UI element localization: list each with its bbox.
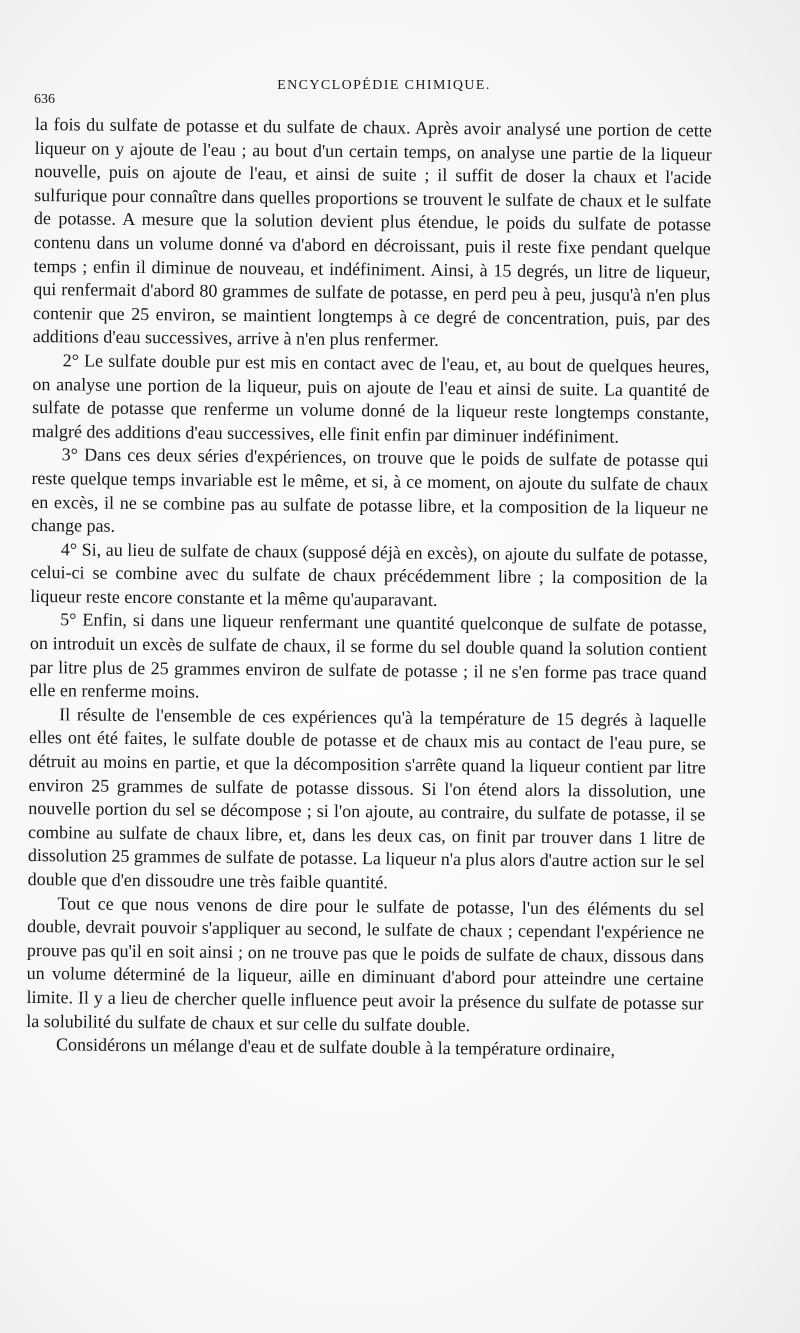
paragraph-conclusion: Il résulte de l'ensemble de ces expériences qu'à la température de 15 degrés à laquelle elles ont été faites, le sulfate double de potasse et de chaux mis au contact de l'eau pure, se détruit au moins en partie, et que la décomposition s'arrête quand la liqueur contient par litre environ 25 grammes de sulfate de potasse dissous. Si l'on étend alors la dissolution, une nouvelle portion du sel se décompose ; si l'on ajoute, au contraire, du sulfate de potasse, il se combine au sulfate de chaux libre, et, dans les deux cas, on finit par trouver dans 1 litre de dissolution 25 grammes de sulfate de potasse. La liqueur n'a plus alors d'autre action sur le sel double que d'en dissoudre une très faible quantité. (27, 704, 707, 893)
page-number: 636 (34, 92, 55, 107)
paragraph-final-line: Considérons un mélange d'eau et de sulfate double à la température ordinaire, (55, 1034, 616, 1060)
paragraph-second-element: Tout ce que nous venons de dire pour le sulfate de potasse, l'un des éléments du sel double, devrait pouvoir s'appliquer au second, le sulfate de chaux ; cependant l'expérience ne prouve pas qu'il en soit ainsi ; on ne trouve pas que le poids de sulfate de chaux, dissous dans un volume déterminé de la liqueur, aille en diminuant d'abord pour atteindre une certaine limite. Il y a lieu de chercher quelle influence peut avoir la présence du sulfate de potasse sur la solubilité du sulfate de chaux et sur celle du sulfate double. (26, 892, 705, 1035)
paragraph-continuation: la fois du sulfate de potasse et du sulfate de chaux. Après avoir analysé une portion de cette liqueur on y ajoute de l'eau ; au bout d'un certain temps, on analyse une partie de la liqueur nouvelle, puis on ajoute de l'eau, et ainsi de suite ; il suffit de doser la chaux et l'acide sulfurique pour connaître dans quelles proportions se trouvent le sulfate de chaux et le sulfate de potasse. A mesure que la solution devient plus étendue, le poids du sulfate de potasse contenu dans un volume donné va d'abord en décroissant, puis il reste fixe pendant quelque temps ; enfin il diminue de nouveau, et indéfiniment. Ainsi, à 15 degrés, un litre de liqueur, qui renfermait d'abord 80 grammes de sulfate de potasse, en perd peu à peu, jusqu'à n'en plus contenir que 25 environ, se maintient longtemps à ce degré de concentration, puis, par des additions d'eau successives, arrive à n'en plus renfermer. (32, 113, 712, 351)
paragraph-point-4: 4° Si, au lieu de sulfate de chaux (supposé déjà en excès), on ajoute du sulfate de potasse, celui-ci se combine avec du sulfate de chaux précédemment libre ; la composition de la liqueur reste encore constante et la même qu'auparavant. (30, 538, 708, 610)
body-text (26, 113, 712, 1063)
paragraph-point-2: 2° Le sulfate double pur est mis en contact avec de l'eau, et, au bout de quelques heures, on analyse une portion de la liqueur, puis on ajoute de l'eau et ainsi de suite. La quantité de sulfate de potasse que renferme un volume donné de la liqueur reste longtemps constante, malgré des additions d'eau successives, elle finit enfin par diminuer indéfiniment. (31, 350, 710, 447)
page-header (34, 78, 734, 107)
paragraph-point-3: 3° Dans ces deux séries d'expériences, on trouve que le poids de sulfate de potasse qui reste quelque temps invariable est le même, et si, à ce moment, on ajoute du sulfate de chaux en excès, il ne se combine pas au sulfate de potasse libre, et la composition de la liqueur ne change pas. (30, 444, 709, 536)
paragraph-point-5: 5° Enfin, si dans une liqueur renfermant une quantité quelconque de sulfate de potasse, on introduit un excès de sulfate de chaux, il se forme du sel double quand la solution contient par litre plus de 25 grammes environ de sulfate de potasse ; il ne s'en forme pas trace quand elle en renferme moins. (29, 609, 708, 702)
running-head: ENCYCLOPÉDIE CHIMIQUE. (277, 78, 491, 93)
